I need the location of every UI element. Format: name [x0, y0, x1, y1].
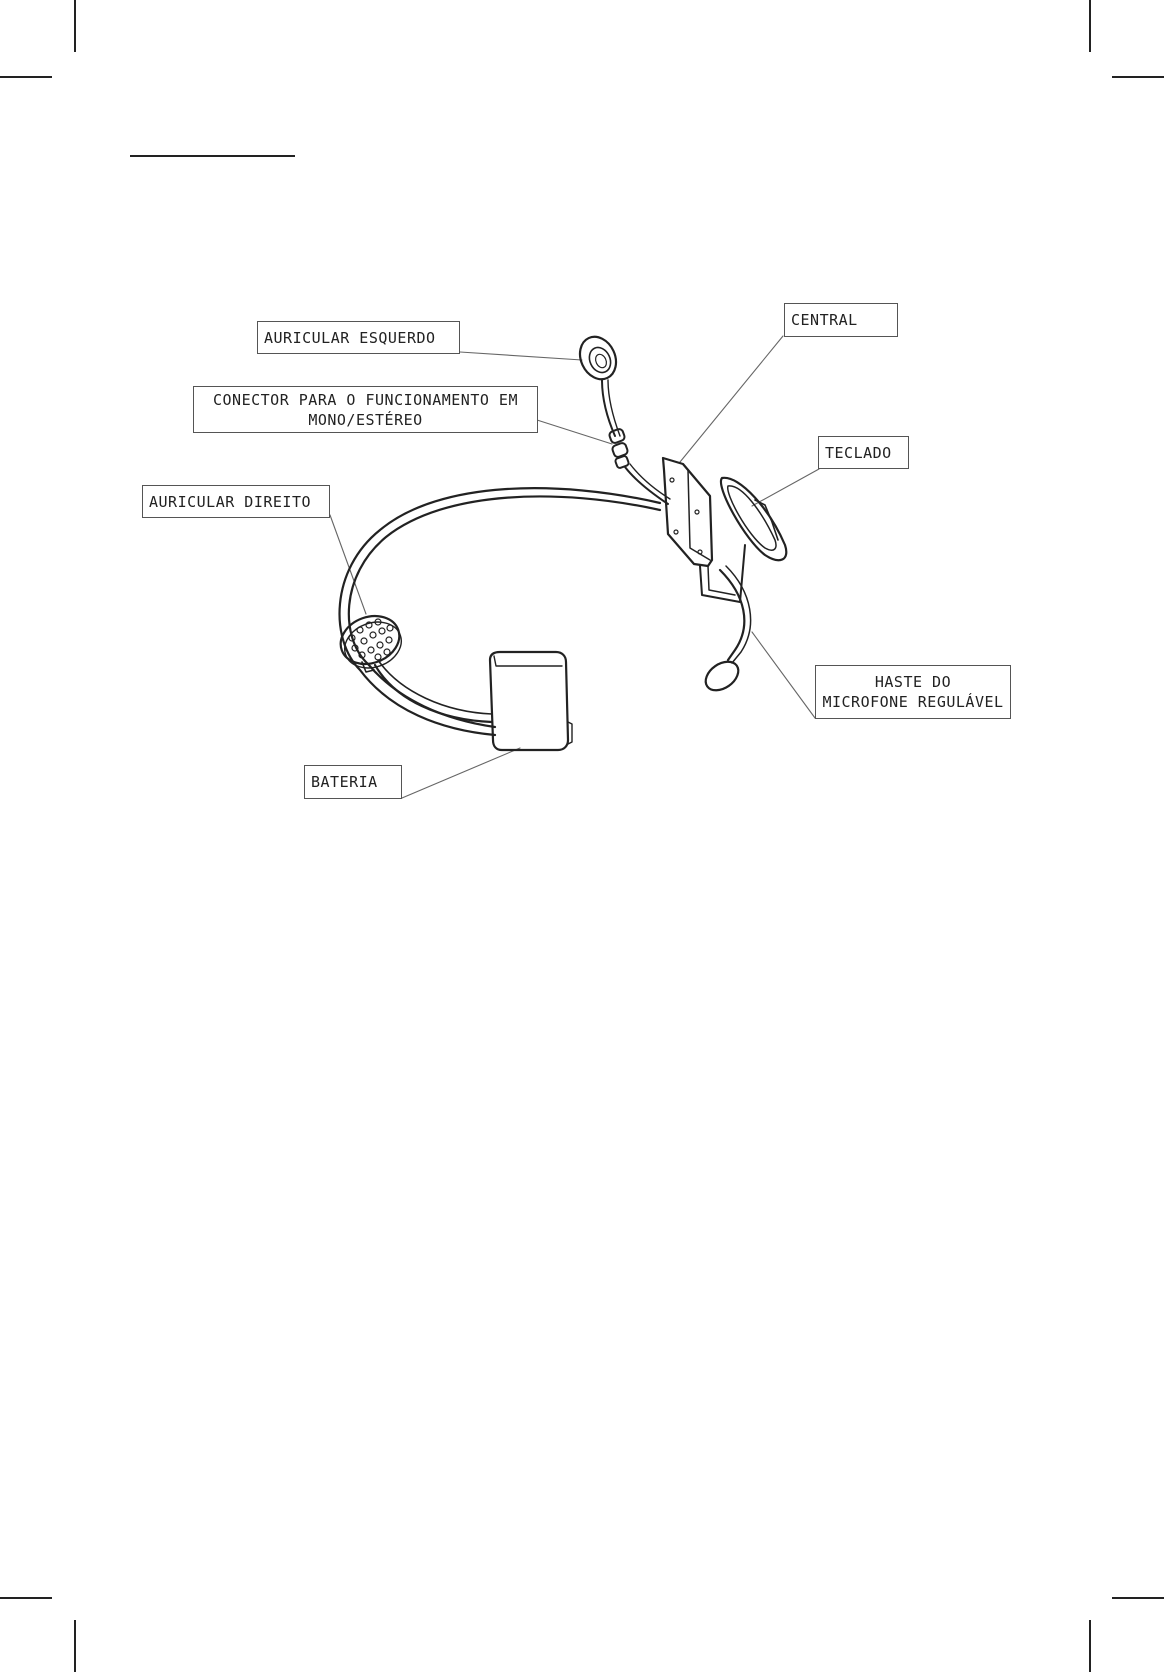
label-conector	[193, 386, 538, 433]
keypad	[721, 478, 786, 560]
label-auricular-esquerdo	[257, 321, 460, 354]
central-unit	[663, 458, 712, 566]
label-conector-line2: MONO/ESTÉREO	[308, 410, 423, 429]
label-auricular-direito-text: AURICULAR DIREITO	[149, 492, 312, 511]
label-haste-line1: HASTE DO	[874, 673, 952, 691]
right-earpiece	[334, 608, 408, 675]
label-bateria	[304, 765, 402, 799]
microphone-head	[700, 656, 743, 696]
label-teclado-text: TECLADO	[825, 443, 892, 462]
battery	[490, 652, 572, 750]
label-central	[784, 303, 898, 337]
label-conector-line1: CONECTOR PARA O FUNCIONAMENTO EM	[213, 390, 518, 409]
left-earpiece	[573, 331, 622, 385]
label-teclado	[818, 436, 909, 469]
label-haste-microfone	[815, 665, 1011, 719]
label-bateria-text: BATERIA	[311, 773, 378, 791]
label-central-text: CENTRAL	[791, 311, 858, 329]
label-haste-line2: MICROFONE REGULÁVEL	[822, 693, 1004, 711]
label-auricular-direito	[142, 485, 330, 518]
headband-cable	[340, 488, 660, 735]
right-earpiece-wire	[375, 665, 492, 722]
label-auricular-esquerdo-text: AURICULAR ESQUERDO	[264, 328, 436, 347]
